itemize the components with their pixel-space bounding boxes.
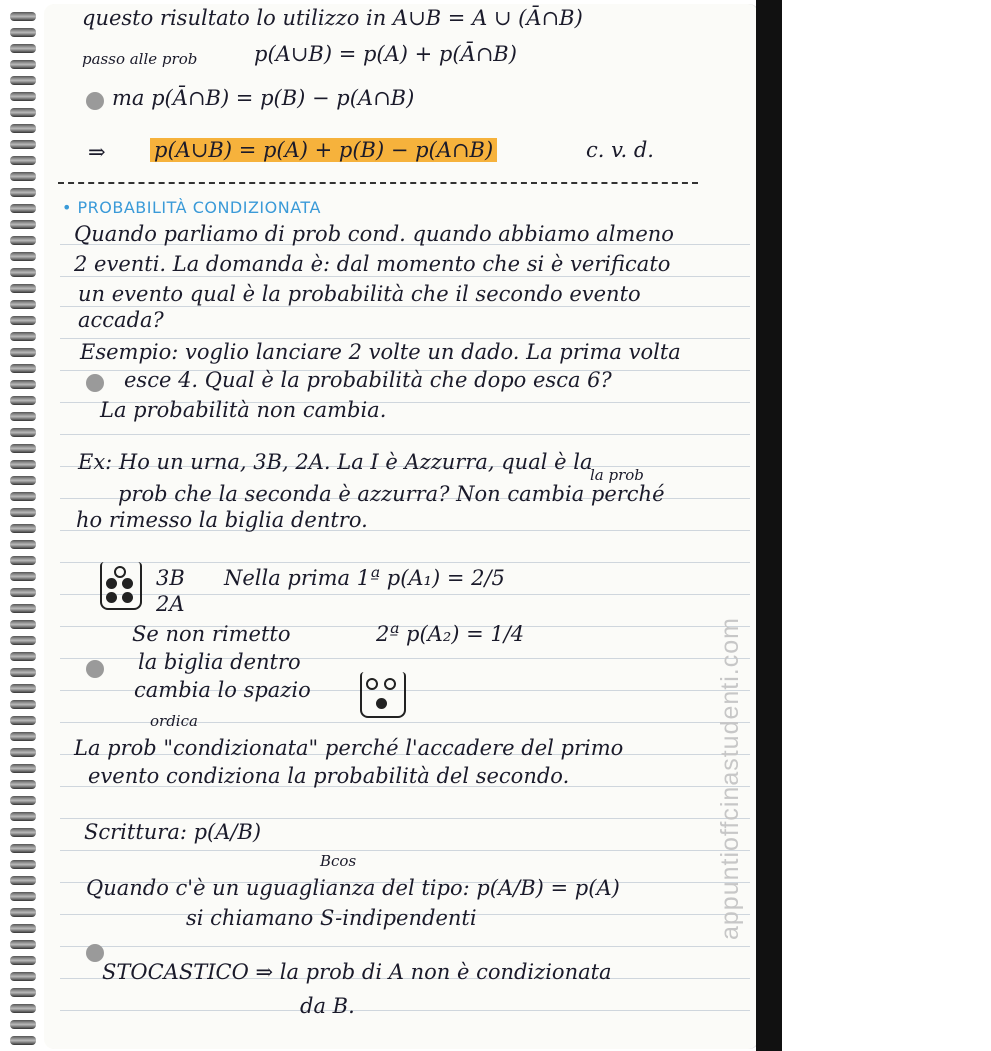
- spiral-coil: [10, 572, 36, 581]
- spiral-coil: [10, 12, 36, 21]
- spiral-coil: [10, 540, 36, 549]
- note-insert: ordica: [150, 712, 198, 730]
- note-line: Ex: Ho un urna, 3B, 2A. La I è Azzurra, qual è la: [78, 450, 593, 474]
- spiral-coil: [10, 348, 36, 357]
- spiral-coil: [10, 940, 36, 949]
- ruled-line: [60, 562, 750, 563]
- spiral-coil: [10, 764, 36, 773]
- note-line: ho rimesso la biglia dentro.: [76, 508, 368, 532]
- scan-dark-edge: [756, 0, 782, 1051]
- spiral-coil: [10, 28, 36, 37]
- formula: ma p(Ā∩B) = p(B) − p(A∩B): [112, 86, 415, 110]
- punch-hole: [86, 92, 104, 110]
- spiral-coil: [10, 876, 36, 885]
- urn-drawing: [360, 672, 406, 718]
- spiral-coil: [10, 956, 36, 965]
- spiral-coil: [10, 476, 36, 485]
- punch-hole: [86, 660, 104, 678]
- spiral-coil: [10, 1004, 36, 1013]
- ball-filled: [106, 592, 117, 603]
- note-line: La prob "condizionata" perché l'accadere del primo: [74, 736, 624, 760]
- spiral-coil: [10, 924, 36, 933]
- spiral-coil: [10, 748, 36, 757]
- formula: Nella prima 1ª p(A₁) = 2/5: [224, 566, 505, 590]
- urn-drawing: [100, 562, 142, 610]
- note-line: questo risultato lo utilizzo in A∪B = A ∪ (Ā∩B): [82, 6, 583, 30]
- note-line: esce 4. Qual è la probabilità che dopo esca 6?: [124, 368, 612, 392]
- note-line: un evento qual è la probabilità che il secondo evento: [78, 282, 641, 306]
- ruled-line: [60, 818, 750, 819]
- spiral-coil: [10, 76, 36, 85]
- note-line: Esempio: voglio lanciare 2 volte un dado. La prima volta: [80, 340, 681, 364]
- spiral-coil: [10, 988, 36, 997]
- spiral-coil: [10, 396, 36, 405]
- note-line: prob che la seconda è azzurra? Non cambia perché: [118, 482, 665, 506]
- spiral-coil: [10, 828, 36, 837]
- spiral-coil: [10, 284, 36, 293]
- spiral-coil: [10, 620, 36, 629]
- note-line: evento condiziona la probabilità del secondo.: [88, 764, 570, 788]
- spiral-coil: [10, 700, 36, 709]
- note-line: STOCASTICO ⇒ la prob di A non è condizionata: [102, 960, 612, 984]
- spiral-coil: [10, 668, 36, 677]
- note-line: Quando c'è un uguaglianza del tipo: p(A/B) = p(A): [86, 876, 620, 900]
- formula: p(A∪B) = p(A) + p(Ā∩B): [254, 42, 517, 66]
- ruled-line: [60, 946, 750, 947]
- spiral-binding: [0, 0, 44, 1051]
- spiral-coil: [10, 524, 36, 533]
- note-line: Quando parliamo di prob cond. quando abbiamo almeno: [74, 222, 674, 246]
- watermark: appuntioffcinastudenti.com: [716, 617, 744, 940]
- spiral-coil: [10, 684, 36, 693]
- punch-hole: [86, 374, 104, 392]
- ball-filled: [106, 578, 117, 589]
- ball-open: [114, 566, 126, 578]
- spiral-coil: [10, 556, 36, 565]
- spiral-coil: [10, 428, 36, 437]
- spiral-coil: [10, 124, 36, 133]
- section-title: • PROBABILITÀ CONDIZIONATA: [62, 198, 321, 217]
- ball-filled: [376, 698, 387, 709]
- spiral-coil: [10, 812, 36, 821]
- note-line: da B.: [300, 994, 355, 1018]
- spiral-coil: [10, 60, 36, 69]
- spiral-coil: [10, 972, 36, 981]
- spiral-coil: [10, 1036, 36, 1045]
- spiral-coil: [10, 140, 36, 149]
- arrow-symbol: ⇒: [88, 140, 106, 164]
- section-divider: [58, 182, 698, 184]
- urn-label-3b: 3B: [156, 566, 185, 590]
- cvd-mark: c. v. d.: [586, 138, 654, 162]
- spiral-coil: [10, 92, 36, 101]
- spiral-coil: [10, 604, 36, 613]
- ball-open: [366, 678, 378, 690]
- spiral-coil: [10, 332, 36, 341]
- note-line: Se non rimetto: [132, 622, 291, 646]
- highlighted-formula-text: p(A∪B) = p(A) + p(B) − p(A∩B): [150, 138, 497, 162]
- note-insert: la prob: [590, 466, 644, 484]
- spiral-coil: [10, 492, 36, 501]
- spiral-coil: [10, 204, 36, 213]
- spiral-coil: [10, 716, 36, 725]
- note-line: La probabilità non cambia.: [100, 398, 387, 422]
- note-line: Scrittura: p(A/B): [84, 820, 262, 844]
- spiral-coil: [10, 188, 36, 197]
- note-line: cambia lo spazio: [134, 678, 311, 702]
- note-line: la biglia dentro: [138, 650, 301, 674]
- ruled-line: [60, 1010, 750, 1011]
- spiral-coil: [10, 236, 36, 245]
- formula: 2ª p(A₂) = 1/4: [376, 622, 525, 646]
- note-line: passo alle prob: [82, 50, 198, 68]
- spiral-coil: [10, 508, 36, 517]
- spiral-coil: [10, 588, 36, 597]
- spiral-coil: [10, 636, 36, 645]
- spiral-coil: [10, 732, 36, 741]
- spiral-coil: [10, 444, 36, 453]
- spiral-coil: [10, 364, 36, 373]
- spiral-coil: [10, 860, 36, 869]
- spiral-coil: [10, 220, 36, 229]
- ball-filled: [122, 592, 133, 603]
- ruled-line: [60, 434, 750, 435]
- spiral-coil: [10, 108, 36, 117]
- note-line: 2 eventi. La domanda è: dal momento che si è verificato: [74, 252, 671, 276]
- scribble: Bcos: [320, 852, 357, 870]
- spiral-coil: [10, 780, 36, 789]
- ruled-line: [60, 850, 750, 851]
- spiral-coil: [10, 460, 36, 469]
- spiral-coil: [10, 252, 36, 261]
- spiral-coil: [10, 300, 36, 309]
- spiral-coil: [10, 156, 36, 165]
- spiral-coil: [10, 172, 36, 181]
- spiral-coil: [10, 796, 36, 805]
- ball-filled: [122, 578, 133, 589]
- note-line: si chiamano S-indipendenti: [186, 906, 477, 930]
- ruled-line: [60, 306, 750, 307]
- urn-label-2a: 2A: [156, 592, 185, 616]
- spiral-coil: [10, 316, 36, 325]
- ruled-line: [60, 338, 750, 339]
- spiral-coil: [10, 380, 36, 389]
- highlighted-formula: [150, 138, 497, 162]
- spiral-coil: [10, 844, 36, 853]
- spiral-coil: [10, 268, 36, 277]
- spiral-coil: [10, 652, 36, 661]
- ball-open: [384, 678, 396, 690]
- ruled-line: [60, 276, 750, 277]
- spiral-coil: [10, 1020, 36, 1029]
- spiral-coil: [10, 44, 36, 53]
- spiral-coil: [10, 892, 36, 901]
- note-line: accada?: [78, 308, 164, 332]
- spiral-coil: [10, 412, 36, 421]
- spiral-coil: [10, 908, 36, 917]
